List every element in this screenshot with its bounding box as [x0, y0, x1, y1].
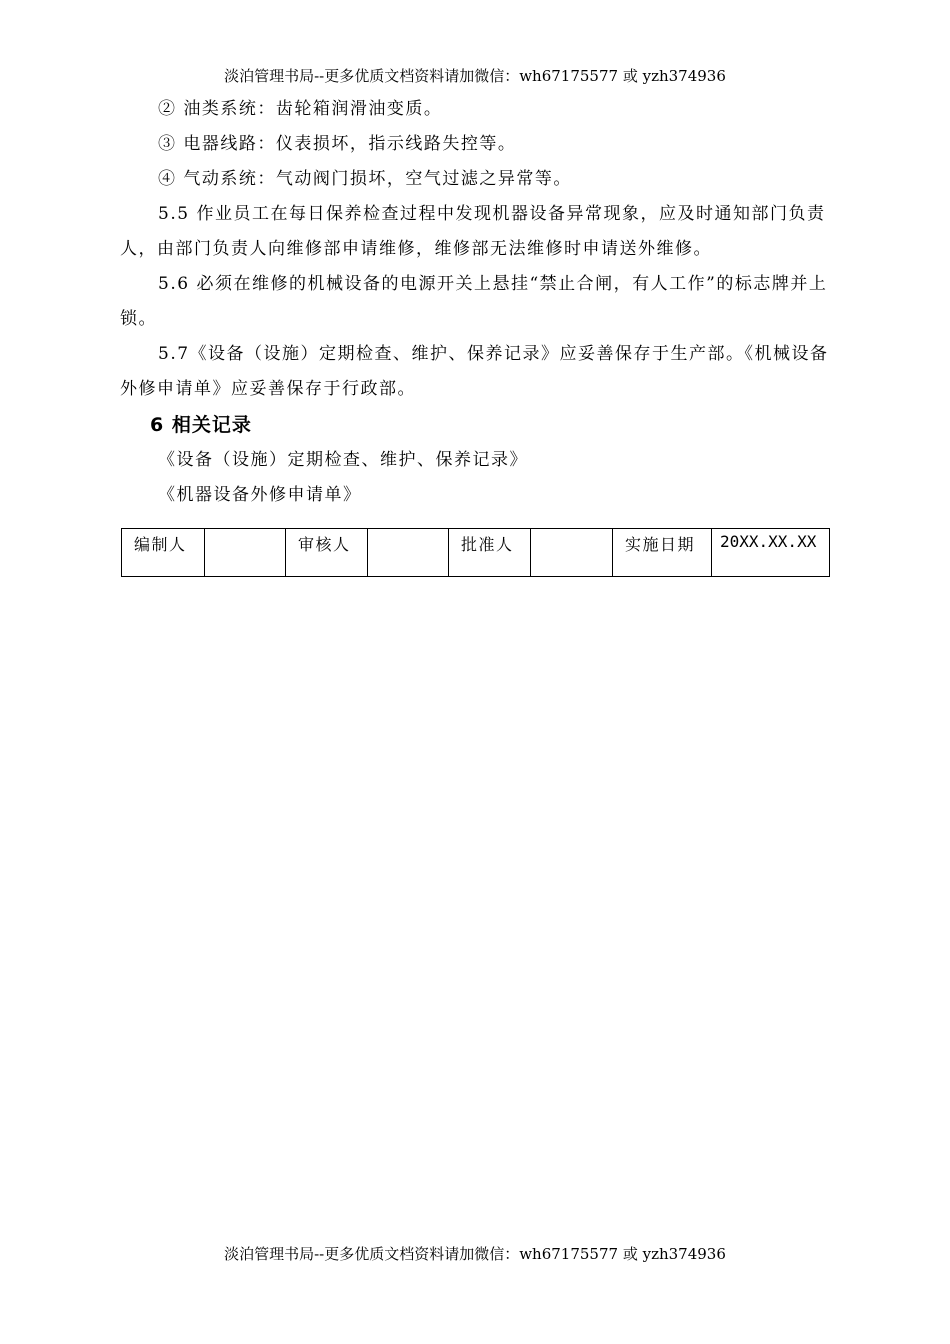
paragraph-5-5: 5.5 作业员工在每日保养检查过程中发现机器设备异常现象，应及时通知部门负责人，由部门负责人向维修部申请维修，维修部无法维修时申请送外维修。	[120, 204, 826, 259]
reviewer-label: 审核人	[286, 529, 368, 577]
approver-value	[531, 529, 613, 577]
date-value: 20XX.XX.XX	[712, 529, 830, 577]
reviewer-value	[368, 529, 449, 577]
page-footer: 淡泊管理书局--更多优质文档资料请加微信：wh67175577 或 yzh374936	[224, 1245, 726, 1263]
table-row	[122, 529, 830, 577]
document-body	[120, 92, 832, 513]
record-item: 《机器设备外修申请单》	[158, 485, 362, 505]
compiler-value	[205, 529, 286, 577]
signature-table	[121, 528, 830, 577]
date-label: 实施日期	[613, 529, 712, 577]
compiler-label: 编制人	[122, 529, 205, 577]
list-item-oil-system: ② 油类系统：齿轮箱润滑油变质。	[158, 99, 443, 119]
paragraph-5-6: 5.6 必须在维修的机械设备的电源开关上悬挂“禁止合闸，有人工作”的标志牌并上锁。	[120, 274, 828, 329]
paragraph-5-7: 5.7《设备（设施）定期检查、维护、保养记录》应妥善保存于生产部。《机械设备外修申请单》应妥善保存于行政部。	[120, 344, 829, 399]
page-header: 淡泊管理书局--更多优质文档资料请加微信：wh67175577 或 yzh374936	[224, 67, 726, 85]
list-item-electrical: ③ 电器线路：仪表损坏，指示线路失控等。	[158, 134, 517, 154]
approver-label: 批准人	[449, 529, 531, 577]
list-item-pneumatic: ④ 气动系统：气动阀门损坏，空气过滤之异常等。	[158, 169, 572, 189]
record-item: 《设备（设施）定期检查、维护、保养记录》	[158, 450, 528, 470]
section-6-title: 6 相关记录	[150, 414, 252, 436]
